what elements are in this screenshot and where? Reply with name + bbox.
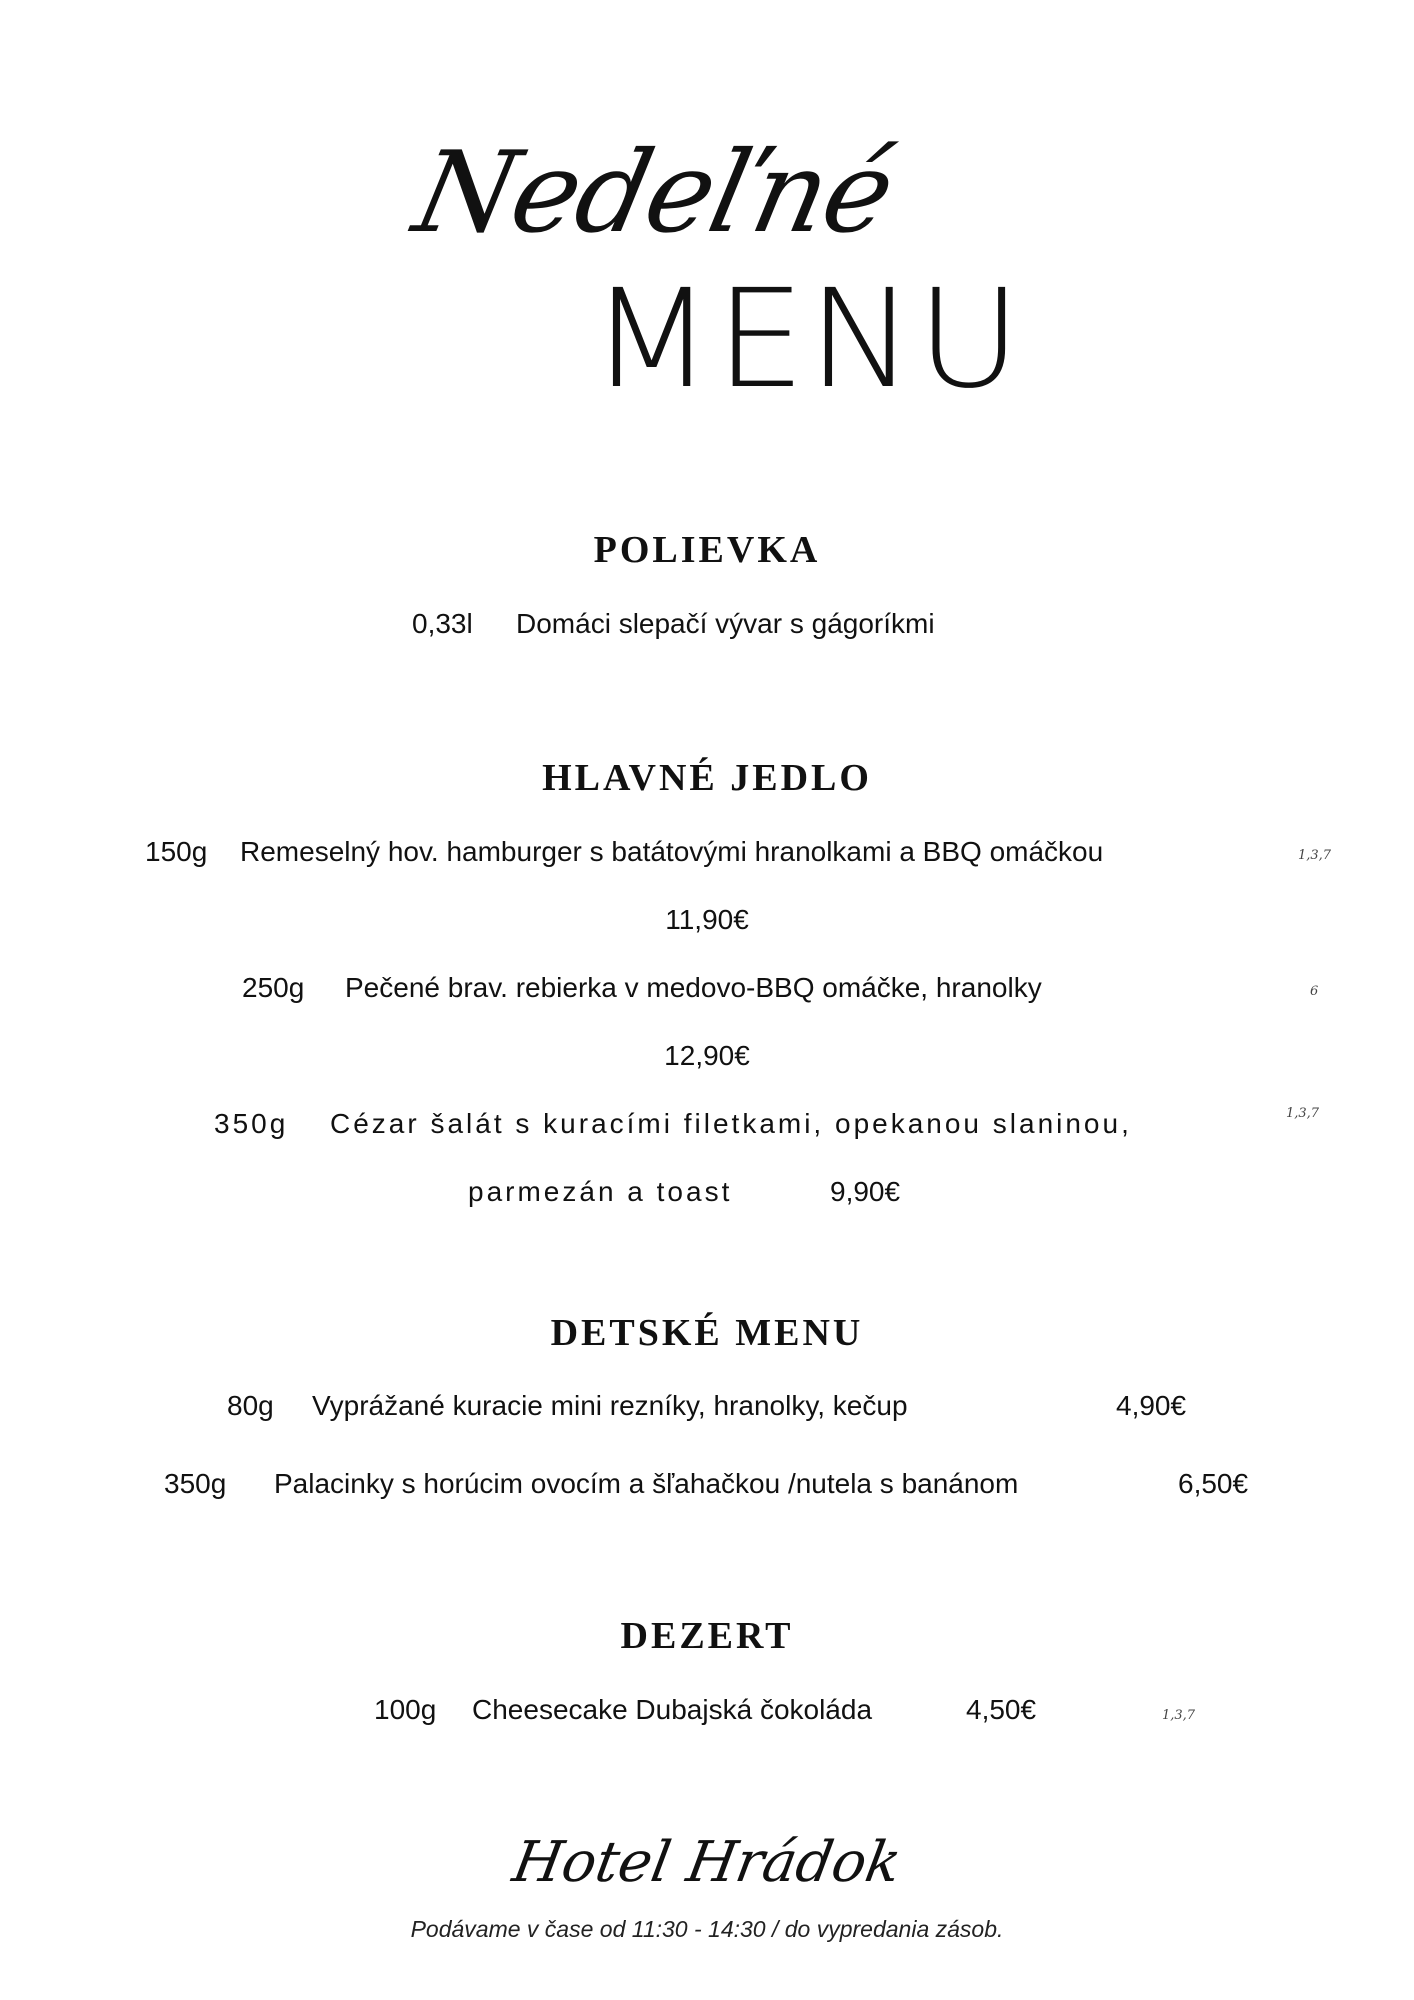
section-heading-main: HLAVNÉ JEDLO [542,757,872,799]
soup-qty: 0,33l [412,608,473,639]
dessert-price: 4,50€ [966,1694,1037,1725]
kids-item-2-qty: 350g [164,1468,227,1499]
main-item-3-name-cont: parmezán a toast [468,1176,733,1207]
main-item-1-price: 11,90€ [665,904,749,935]
serving-time-note: Podávame v čase od 11:30 - 14:30 / do vypredania zásob. [410,1916,1004,1942]
dessert-qty: 100g [374,1694,437,1725]
main-item-2-name: Pečené brav. rebierka v medovo-BBQ omáčke, hranolky [345,972,1042,1003]
title-script: Nedeľné [404,128,904,258]
dessert-name: Cheesecake Dubajská čokoláda [472,1694,873,1725]
main-item-3-qty: 350g [214,1108,289,1139]
soup-name: Domáci slepačí vývar s gágoríkmi [516,608,935,639]
main-item-1-name: Remeselný hov. hamburger s batátovými hranolkami a BBQ omáčkou [240,836,1104,867]
kids-item-1-name: Vyprážané kuracie mini rezníky, hranolky, kečup [312,1390,908,1421]
main-item-2-qty: 250g [242,972,305,1003]
page-title: MENU [590,261,1024,419]
kids-item-2-price: 6,50€ [1178,1468,1249,1499]
section-heading-soup: POLIEVKA [593,529,821,571]
kids-item-1-qty: 80g [227,1390,274,1421]
main-item-3-price: 9,90€ [830,1176,901,1207]
main-item-1-qty: 150g [145,836,208,867]
kids-item-1-price: 4,90€ [1116,1390,1187,1421]
kids-item-2-name: Palacinky s horúcim ovocím a šľahačkou /nutela s banánom [274,1468,1019,1499]
section-heading-dessert: DEZERT [620,1615,794,1657]
section-heading-kids: DETSKÉ MENU [550,1312,864,1354]
main-item-2-price: 12,90€ [664,1040,750,1071]
hotel-signature: Hotel Hrádok [508,1830,906,1895]
main-item-3-name: Cézar šalát s kuracími filetkami, opekanou slaninou, [330,1108,1132,1139]
main-item-1-allergens: 1,3,7 [1298,848,1332,863]
dessert-allergens: 1,3,7 [1162,1708,1196,1723]
main-item-3-allergens: 1,3,7 [1286,1106,1320,1121]
main-item-2-allergens: 6 [1310,984,1319,999]
